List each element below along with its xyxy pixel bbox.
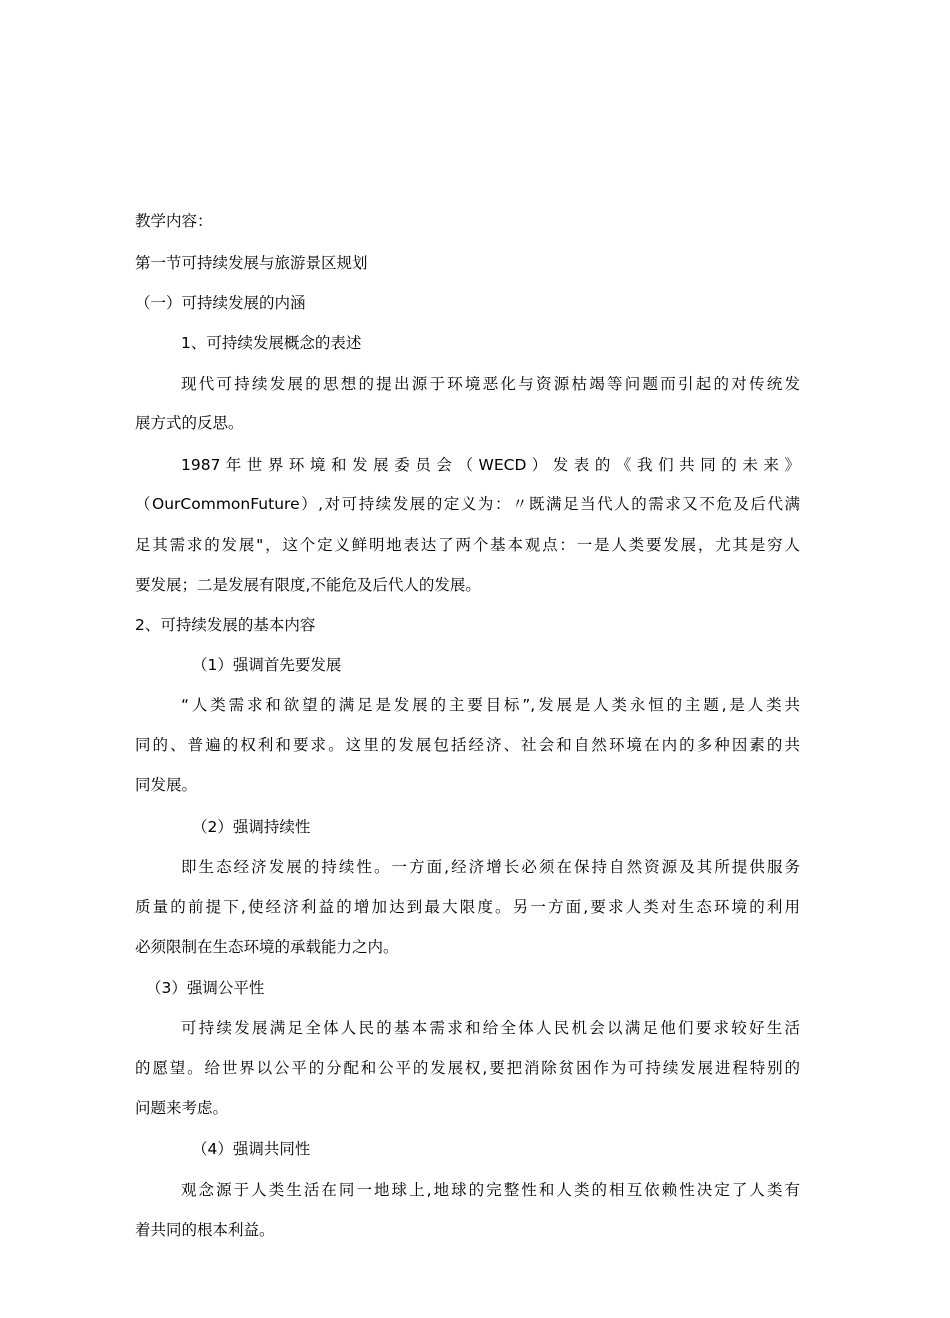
paragraph-line: 即生态经济发展的持续性。一方面,经济增长必须在保持自然资源及其所提供服务 — [181, 858, 800, 876]
item-heading-2: 2、可持续发展的基本内容 — [135, 616, 316, 634]
point-heading-2: （2）强调持续性 — [192, 818, 311, 836]
point-heading-1: （1）强调首先要发展 — [192, 656, 342, 674]
paragraph-line: 着共同的根本利益。 — [135, 1221, 275, 1239]
paragraph-line: 现代可持续发展的思想的提出源于环境恶化与资源枯竭等问题而引起的对传统发 — [181, 375, 800, 393]
paragraph-line: 1987 年 世 界 环 境 和 发 展 委 员 会 （ WECD ） 发 表 的 《 我 们 共 同 的 未 来 》 — [181, 456, 800, 474]
item-heading-1: 1、可持续发展概念的表述 — [181, 334, 362, 352]
paragraph-line: 的愿望。给世界以公平的分配和公平的发展权,要把消除贫困作为可持续发展进程特别的 — [135, 1059, 800, 1077]
paragraph-line: 质量的前提下,使经济利益的增加达到最大限度。另一方面,要求人类对生态环境的利用 — [135, 898, 800, 916]
paragraph-line: 要发展；二是发展有限度,不能危及后代人的发展。 — [135, 576, 481, 594]
paragraph-line: （OurCommonFuture）,对可持续发展的定义为：〃既满足当代人的需求又不危及后代满 — [135, 495, 800, 513]
point-heading-4: （4）强调共同性 — [192, 1140, 311, 1158]
paragraph-line: 观念源于人类生活在同一地球上,地球的完整性和人类的相互依赖性决定了人类有 — [181, 1181, 800, 1199]
subsection-heading: （一）可持续发展的内涵 — [135, 294, 306, 312]
heading-teaching-content: 教学内容： — [135, 212, 213, 230]
paragraph-line: 同发展。 — [135, 776, 198, 794]
paragraph-line: 必须限制在生态环境的承载能力之内。 — [135, 938, 399, 956]
point-heading-3: （3）强调公平性 — [146, 979, 265, 997]
paragraph-line: 足其需求的发展"，这个定义鲜明地表达了两个基本观点：一是人类要发展，尤其是穷人 — [135, 536, 800, 554]
paragraph-line: 可持续发展满足全体人民的基本需求和给全体人民机会以满足他们要求较好生活 — [181, 1019, 800, 1037]
paragraph-line: 展方式的反思。 — [135, 414, 244, 432]
paragraph-line: “人类需求和欲望的满足是发展的主要目标”,发展是人类永恒的主题,是人类共 — [181, 696, 800, 714]
paragraph-line: 同的、普遍的权利和要求。这里的发展包括经济、社会和自然环境在内的多种因素的共 — [135, 736, 800, 754]
paragraph-line: 问题来考虑。 — [135, 1099, 229, 1117]
section-title: 第一节可持续发展与旅游景区规划 — [135, 254, 368, 272]
